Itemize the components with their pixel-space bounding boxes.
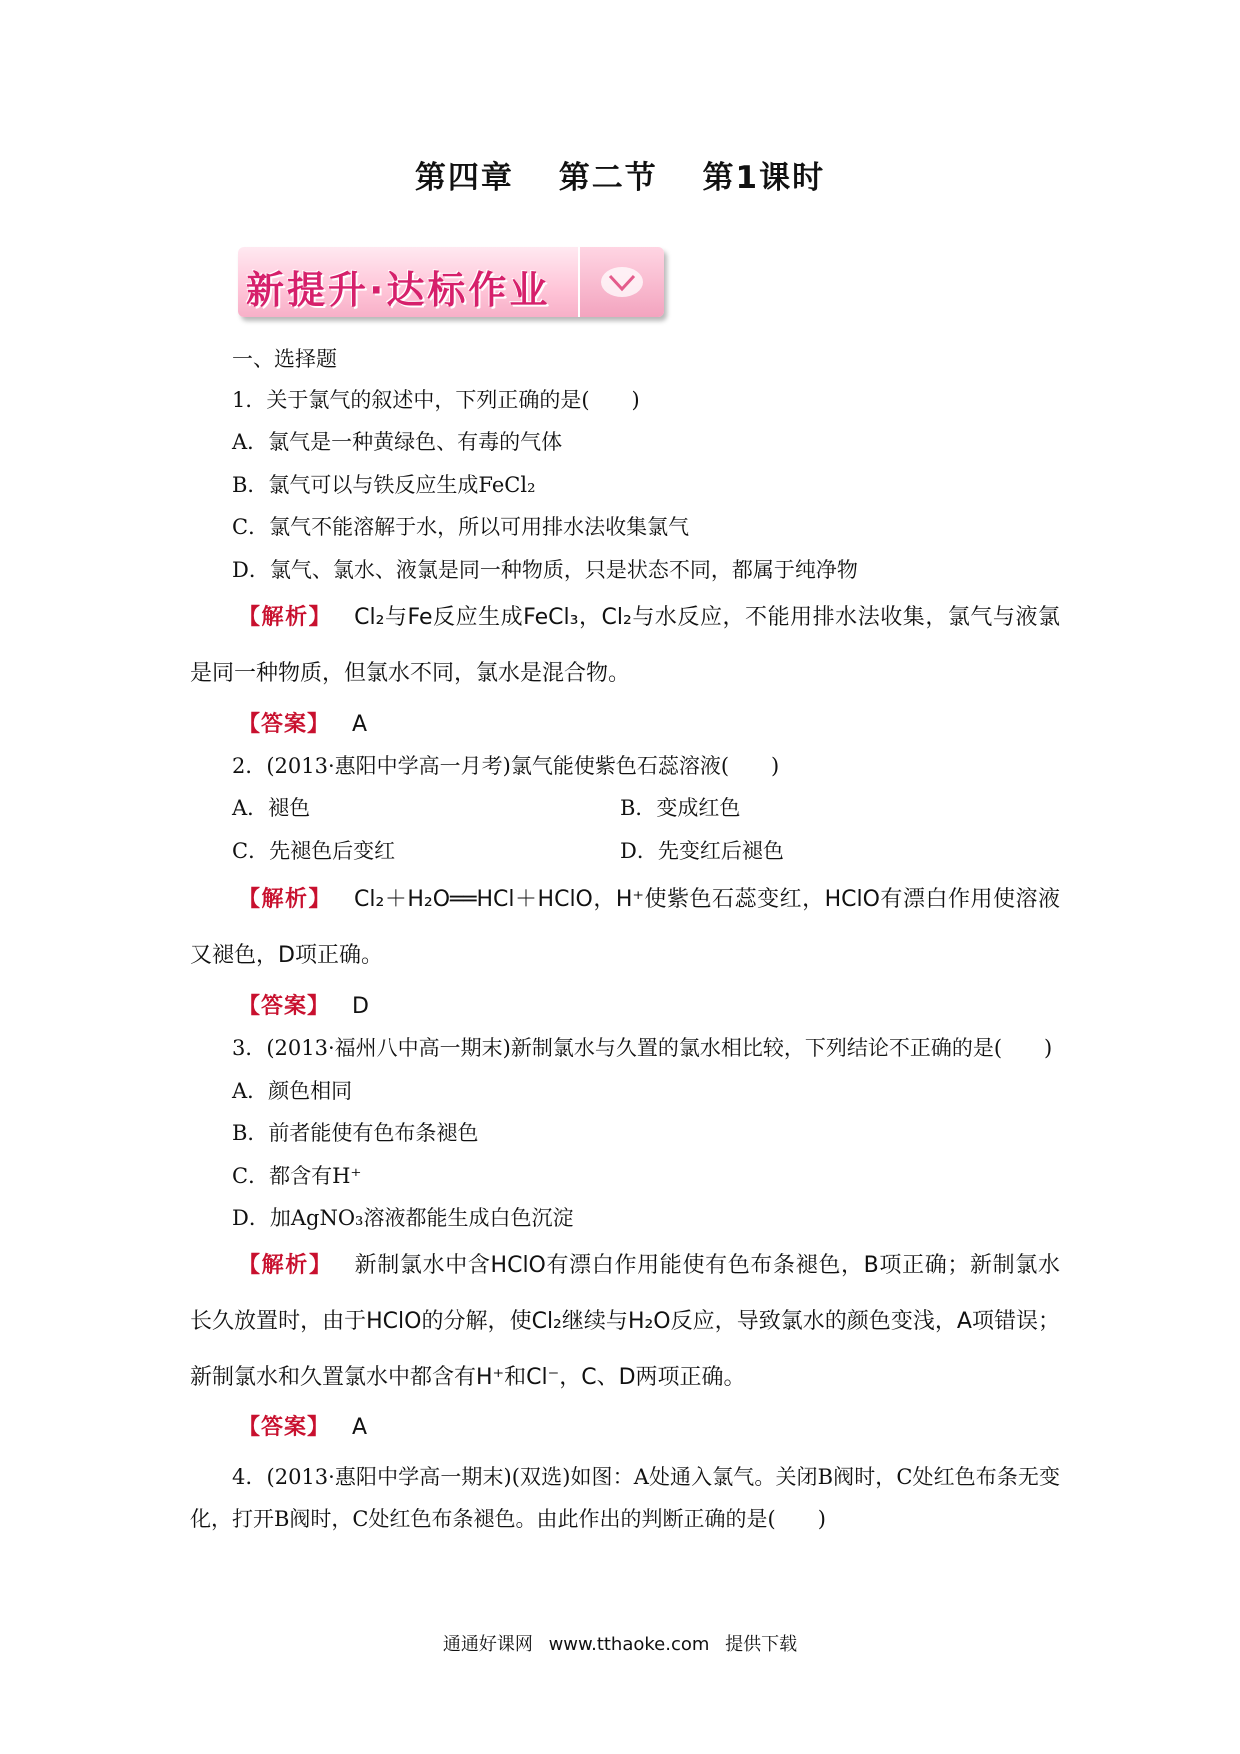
q3-option-c: C．都含有H⁺ (232, 1164, 362, 1188)
q1-answer (190, 697, 1060, 753)
banner-badge (578, 247, 664, 317)
q1-analysis-text: Cl₂与Fe反应生成FeCl₃，Cl₂与水反应，不能用排水法收集，氯气与液氯是同一种物质，但氯水不同，氯水是混合物。 (190, 605, 1060, 686)
section-heading: 一、选择题 (232, 347, 337, 371)
title-chapter: 第四章 (414, 160, 514, 196)
q3-option-a: A．颜色相同 (232, 1079, 353, 1103)
q2-option-b: B．变成红色 (620, 796, 741, 820)
q2-option-c: C．先褪色后变红 (232, 839, 396, 863)
q2-stem: 2．(2013·惠阳中学高一月考)氯气能使紫色石蕊溶液( ) (232, 754, 780, 778)
q3-answer (190, 1400, 1060, 1456)
q2-option-d: D．先变红后褪色 (620, 839, 784, 863)
q3-analysis-text: 新制氯水中含HClO有漂白作用能使有色布条褪色，B项正确；新制氯水长久放置时，由于HClO的分解，使Cl₂继续与H₂O反应，导致氯水的颜色变浅，A项错误；新制氯水和久置氯水中都含有H⁺和Cl⁻，C、D两项正确。 (190, 1253, 1060, 1390)
q2-analysis (190, 872, 1060, 984)
q1-answer-value: A (352, 712, 368, 737)
q1-answer-label: 【答案】 (238, 712, 331, 737)
chevron-down-icon (600, 265, 644, 299)
q3-option-b: B．前者能使有色布条褪色 (232, 1121, 479, 1145)
q3-answer-value: A (352, 1415, 368, 1440)
q1-option-c: C．氯气不能溶解于水，所以可用排水法收集氯气 (232, 515, 690, 539)
q3-option-d: D．加AgNO₃溶液都能生成白色沉淀 (232, 1206, 574, 1230)
q1-analysis-label: 【解析】 (238, 605, 333, 630)
q2-option-a: A．褪色 (232, 796, 311, 820)
q1-option-a: A．氯气是一种黄绿色、有毒的气体 (232, 430, 563, 454)
q2-answer (190, 979, 1060, 1035)
title-section: 第二节 (558, 160, 658, 196)
q3-answer-label: 【答案】 (238, 1415, 331, 1440)
footer-site-name: 通通好课网 (442, 1634, 533, 1655)
footer (0, 1630, 1240, 1656)
q3-analysis (190, 1238, 1060, 1406)
page-title (0, 152, 1240, 197)
q1-option-d: D．氯气、氯水、液氯是同一种物质，只是状态不同，都属于纯净物 (232, 558, 858, 582)
q1-analysis (190, 590, 1060, 702)
q1-stem: 1．关于氯气的叙述中，下列正确的是( ) (232, 388, 640, 412)
q4-stem: 4．(2013·惠阳中学高一期末)(双选)如图：A处通入氯气。关闭B阀时，C处红色布条无变化，打开B阀时，C处红色布条褪色。由此作出的判断正确的是( ) (190, 1465, 1060, 1531)
title-lesson: 第1课时 (702, 160, 826, 196)
q2-analysis-text: Cl₂＋H₂O══HCl＋HClO，H⁺使紫色石蕊变红，HClO有漂白作用使溶液又褪色，D项正确。 (190, 887, 1060, 968)
banner-text: 新提升·达标作业 (246, 268, 551, 312)
q3-analysis-label: 【解析】 (238, 1253, 333, 1278)
footer-url[interactable]: www.tthaoke.com (548, 1634, 710, 1655)
q2-answer-value: D (352, 994, 369, 1019)
footer-suffix: 提供下载 (725, 1634, 798, 1655)
q2-answer-label: 【答案】 (238, 994, 331, 1019)
q1-option-b: B．氯气可以与铁反应生成FeCl₂ (232, 473, 536, 497)
q3-stem: 3．(2013·福州八中高一期末)新制氯水与久置的氯水相比较，下列结论不正确的是( ) (232, 1036, 1053, 1060)
q2-analysis-label: 【解析】 (238, 887, 333, 912)
section-banner (238, 247, 664, 317)
